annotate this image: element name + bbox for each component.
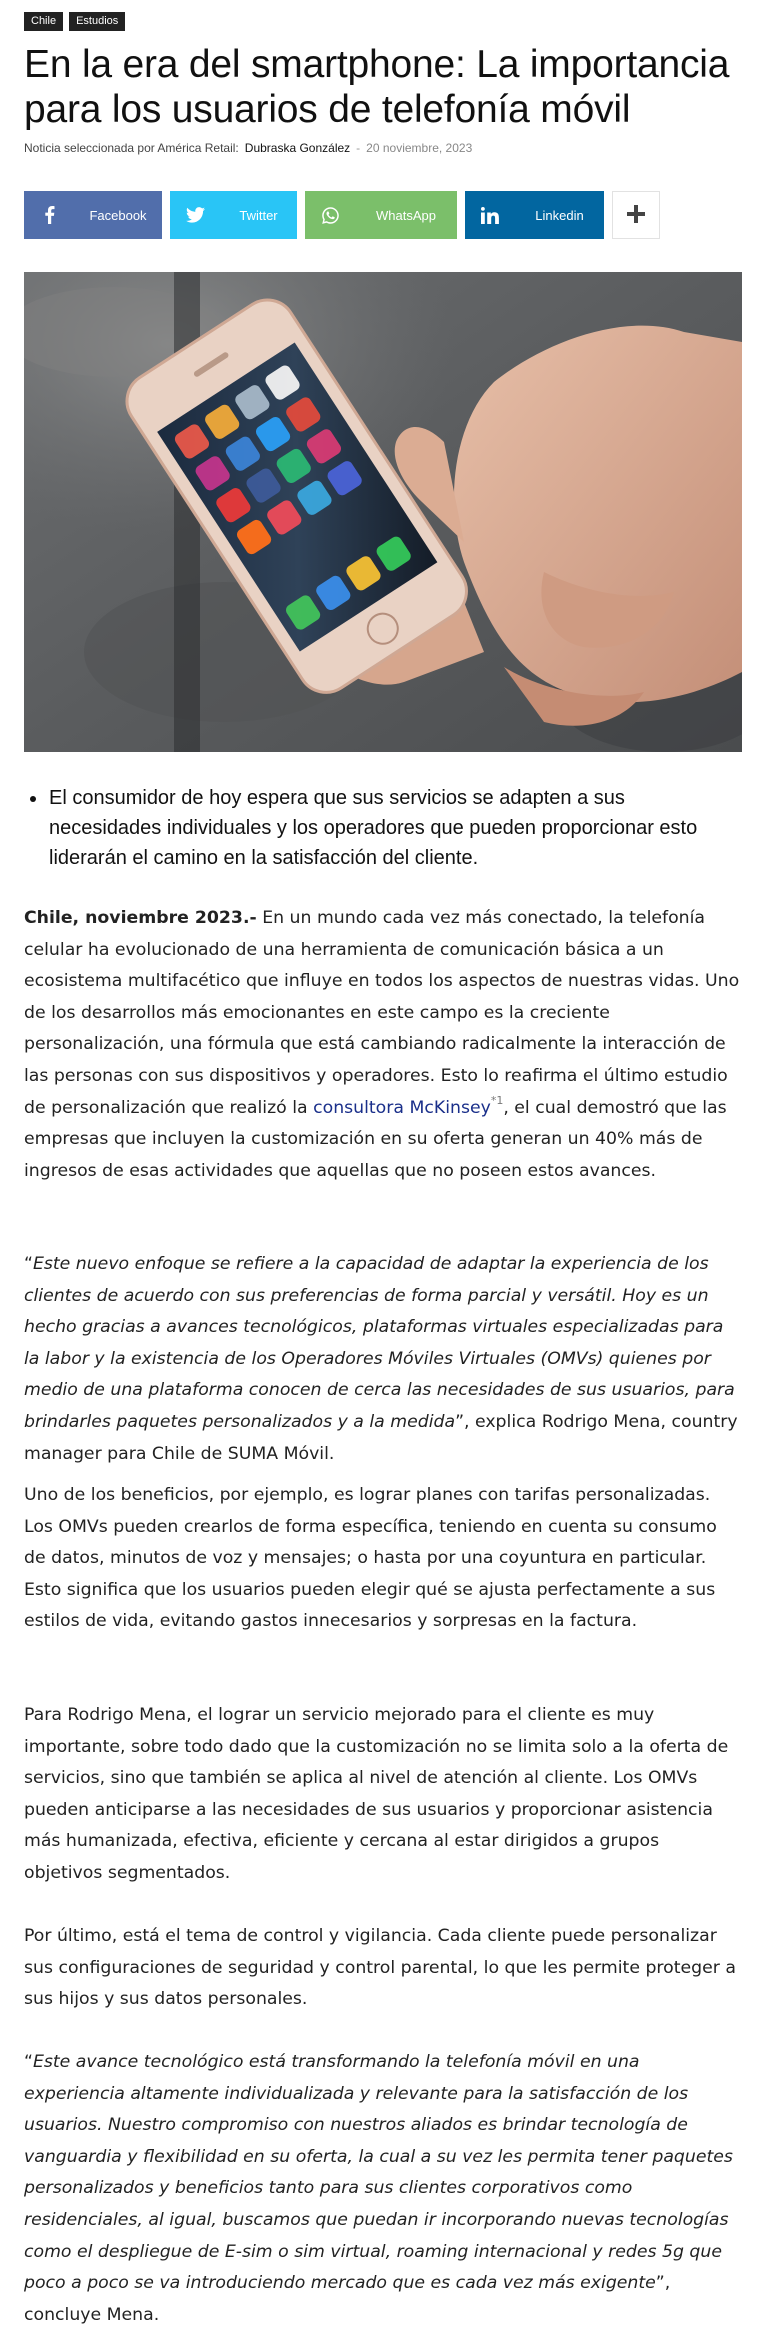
meta-separator: - [356, 141, 361, 155]
body-paragraph-1 [24, 903, 741, 1187]
body-paragraph-5: Por último, está el tema de control y vigilancia. Cada cliente puede personalizar sus configuraciones de seguridad y control parental, lo que les permite proteger a sus hijos y sus datos personales. [24, 1926, 736, 2010]
hand-holding-smartphone-photo [24, 272, 742, 752]
open-quote: “ [24, 2052, 33, 2072]
share-twitter-button[interactable] [170, 191, 297, 239]
whatsapp-icon [305, 191, 355, 239]
share-bar [24, 191, 660, 239]
linkedin-icon [465, 191, 515, 239]
article-meta [24, 141, 472, 155]
category-tag-estudios[interactable]: Estudios [69, 12, 125, 31]
body-paragraph-6-quote [24, 2047, 741, 2331]
quote-text: Este nuevo enfoque se refiere a la capacidad de adaptar la experiencia de los clientes de acuerdo con sus preferencias de forma parcial y versátil. Hoy es un hecho gracias a avances tecnológicos, plataformas virtuales especializadas para la labor y la existencia de los Operadores Móviles Virtuales (OMVs) quienes por medio de una plataforma conocen de cerca las necesidades de sus usuarios, para brindarles paquetes personalizados y a la medida [24, 1254, 735, 1432]
article-title: En la era del smartphone: La importancia para los usuarios de telefonía móvil [24, 43, 730, 131]
share-twitter-label: Twitter [239, 207, 278, 223]
share-whatsapp-button[interactable] [305, 191, 457, 239]
share-facebook-button[interactable] [24, 191, 162, 239]
share-whatsapp-label: WhatsApp [376, 207, 436, 223]
plus-icon [627, 205, 645, 226]
meta-prefix: Noticia seleccionada por América Retail: [24, 141, 239, 155]
share-facebook-label: Facebook [89, 207, 147, 223]
list-item: El consumidor de hoy espera que sus servicios se adapten a sus necesidades individuales y los operadores que pueden proporcionar esto liderarán el camino en la satisfacción del cliente. [24, 783, 741, 873]
share-linkedin-label: Linkedin [535, 207, 584, 223]
twitter-icon [170, 191, 220, 239]
category-tags [24, 12, 125, 31]
share-linkedin-button[interactable] [465, 191, 604, 239]
publish-date: 20 noviembre, 2023 [366, 141, 473, 155]
quote-attribution: ”, concluye Mena. [24, 2273, 671, 2325]
body-paragraph-3: Uno de los beneficios, por ejemplo, es lograr planes con tarifas personalizadas. Los OMVs pueden crearlos de forma específica, teniendo en cuenta su consumo de datos, minutos de voz y mensajes; o hasta por una coyuntura en particular. Esto significa que los usuarios pueden elegir qué se ajusta perfectamente a sus estilos de vida, evitando gastos innecesarios y sorpresas en la factura. [24, 1485, 717, 1632]
dateline: Chile, noviembre 2023.- [24, 908, 257, 928]
footnote-ref: *1 [490, 1093, 504, 1107]
quote-text: Este avance tecnológico está transformando la telefonía móvil en una experiencia altamente individualizada y relevante para la satisfacción de los usuarios. Nuestro compromiso con nuestros aliados es brindar tecnología de vanguardia y flexibilidad en su oferta, la cual a su vez les permita tener paquetes personalizados y beneficios tanto para sus clientes corporativos como residenciales, al igual, buscamos que puedan ir incorporando nuevas tecnologías como el despliegue de E-sim o sim virtual, roaming internacional y redes 5g que poco a poco se va introduciendo mercado que es cada vez más exigente [24, 2052, 733, 2294]
p1-text-a: En un mundo cada vez más conectado, la telefonía celular ha evolucionado de una herramienta de comunicación básica a un ecosistema multifacético que influye en todos los aspectos de nuestras vidas. Uno de los desarrollos más emocionantes en este campo es la creciente personalización, una fórmula que está cambiando radicalmente la interacción de las personas con sus dispositivos y operadores. Esto lo reafirma el último estudio de personalización que realizó la [24, 908, 740, 1118]
author-link[interactable]: Dubraska González [244, 141, 351, 155]
p1-text-b: , el cual demostró que las empresas que incluyen la customización en su oferta generan un 40% más de ingresos de esas actividades que aquellas que no poseen estos avances. [24, 1097, 727, 1181]
hero-image [24, 272, 742, 752]
mckinsey-link[interactable]: consultora McKinsey [313, 1097, 491, 1118]
open-quote: “ [24, 1254, 33, 1274]
quote-attribution: ”, explica Rodrigo Mena, country manager para Chile de SUMA Móvil. [24, 1411, 738, 1464]
facebook-icon [24, 191, 74, 239]
body-paragraph-4: Para Rodrigo Mena, el lograr un servicio mejorado para el cliente es muy importante, sobre todo dado que la customización no se limita solo a la oferta de servicios, sino que también se aplica al nivel de atención al cliente. Los OMVs pueden anticiparse a las necesidades de sus usuarios y proporcionar asistencia más humanizada, efectiva, eficiente y cercana al estar dirigidos a grupos objetivos segmentados. [24, 1705, 729, 1883]
key-points-list [24, 783, 741, 873]
body-paragraph-2-quote [24, 1249, 741, 1470]
category-tag-chile[interactable]: Chile [24, 12, 63, 31]
share-more-button[interactable] [612, 191, 660, 239]
